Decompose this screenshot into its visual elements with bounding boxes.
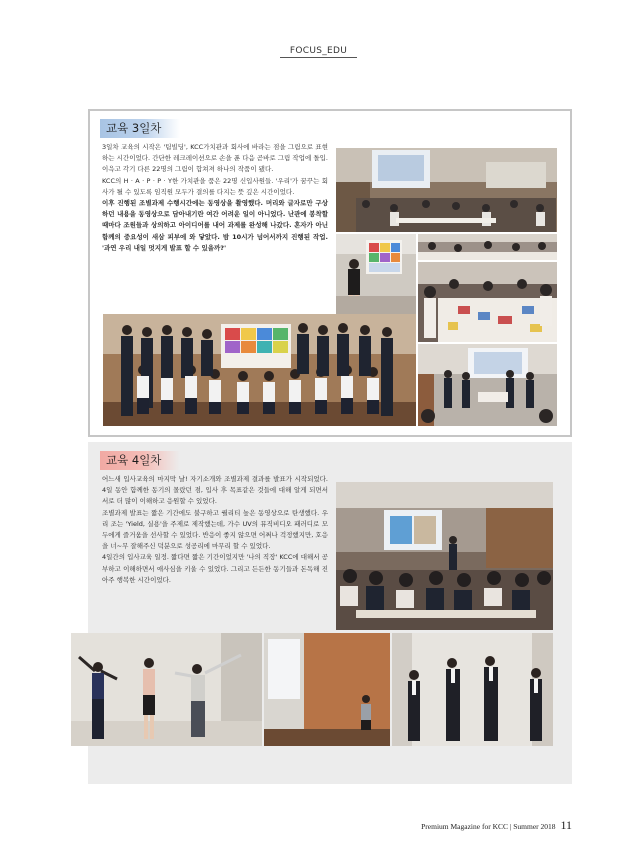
auditorium-photo (336, 482, 553, 630)
day4-paragraph-3: 4일간의 입사교육 일정. 짧다면 짧은 기간이었지만 '나의 직장' KCC에 대해서 공부하고 이해하면서 애사심을 키울 수 있었다. 그리고 든든한 동기들과 돈독해 진 아주 행복한 시간이었다. (102, 553, 328, 584)
section-label: FOCUS_EDU (280, 46, 357, 58)
stage-presenter-photo (264, 633, 390, 746)
day3-title: 교육 3일차 (100, 119, 180, 138)
footer-separator: | (509, 822, 512, 831)
day4-text (102, 474, 328, 586)
day4-title: 교육 4일차 (100, 451, 180, 470)
presentation-photo (418, 344, 557, 426)
group-photo (103, 314, 416, 426)
issue-label: Summer 2018 (513, 822, 556, 831)
section-header (0, 38, 637, 58)
day3-paragraph-3: 이후 진행된 조별과제 수행시간에는 동영상을 촬영했다. 머리와 글자로만 구상하던 내용을 동영상으로 담아내기란 여간 어려운 일이 아니었다. 난관에 봉착할 때마다 조원들과 상의하고 아이디어를 내어 과제를 완성해 나갔다. 혼자가 아닌 함께의 중요성이 새삼 피부에 와 닿았다. 밤 10시가 넘어서까지 진행된 작업. '과연 우리 내일 멋지게 발표 할 수 있을까?' (102, 199, 328, 252)
lecture-room-photo (336, 148, 557, 232)
day4-paragraph-1: 어느새 입사교육의 마지막 날! 자기소개와 조별과제 결과를 발표가 시작되었다. 4일 동안 함께한 동기의 몰랐던 점, 입사 후 목표같은 것들에 대해 알게 되면서 서로 더 많이 이해하고 응원할 수 있었다. (102, 475, 328, 506)
magazine-name: Premium Magazine for KCC (421, 822, 508, 831)
day3-paragraph-2: KCC의 H · A · P · P · Y한 가치관을 품은 22명 신입사원들. '우리'가 꿈꾸는 회사가 될 수 있도록 임직원 모두가 결의를 다지는 뜻 깊은 시간이었다. (102, 176, 328, 196)
day3-text (102, 142, 328, 254)
page-footer (400, 818, 572, 833)
drawing-presentation-photo (336, 234, 416, 316)
page-number: 11 (560, 818, 572, 832)
dance-pose-photo (71, 633, 262, 746)
teamwork-photo (418, 234, 557, 260)
workshop-table-photo (418, 262, 557, 342)
team-presenters-photo (392, 633, 553, 746)
day3-paragraph-1: 3일차 교육의 시작은 '팀빌딩', KCC가치관과 회사에 바라는 점을 그림으로 표현하는 시간이었다. 간단한 레크레이션으로 손을 푼 다음 곧바로 그림 작업에 돌입. 이윽고 각기 다른 22명의 그림이 합쳐져 하나의 작품이 됐다. (102, 143, 328, 174)
day4-paragraph-2: 조별과제 발표는 짧은 기간에도 불구하고 퀄리티 높은 동영상으로 탄생했다. 우리 조는 'Yield, 실용'을 주제로 제작했는데, 가수 UV의 뮤직비디오 패러디로 모두에게 즐거움을 선사할 수 있었다. 반응이 좋지 않으면 어쩌나 걱정했지만, 호응을 너~무 잘해주신 덕분으로 성공리에 마무리 할 수 있었다. (102, 508, 328, 551)
